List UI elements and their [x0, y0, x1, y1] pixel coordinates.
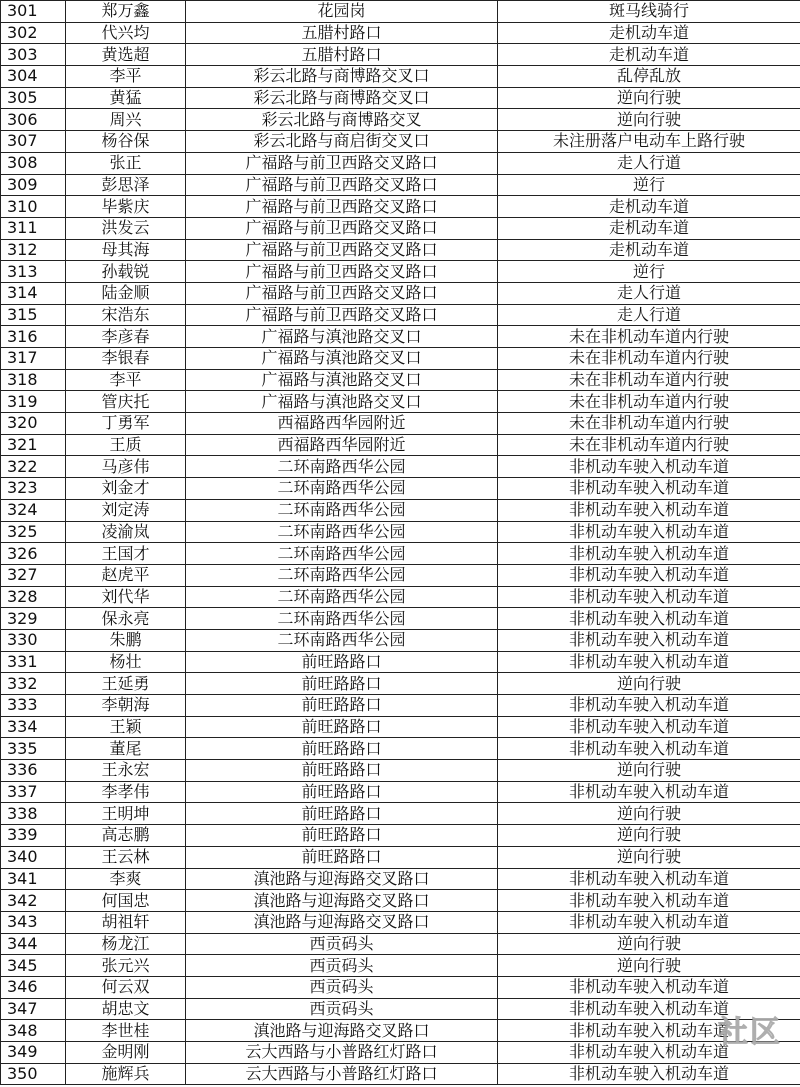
name-cell: 马彦伟 [66, 456, 186, 478]
row-number-cell: 330 [1, 629, 66, 651]
row-number-cell: 314 [1, 282, 66, 304]
name-cell: 凌渝岚 [66, 521, 186, 543]
violation-cell: 非机动车驶入机动车道 [498, 608, 800, 630]
violation-cell: 非机动车驶入机动车道 [498, 651, 800, 673]
location-cell: 二环南路西华公园 [186, 608, 498, 630]
name-cell: 施辉兵 [66, 1063, 186, 1085]
table-row [1, 1063, 800, 1085]
table-row [1, 890, 800, 912]
location-cell: 二环南路西华公园 [186, 543, 498, 565]
table-row [1, 911, 800, 933]
row-number-cell: 319 [1, 391, 66, 413]
name-cell: 李银春 [66, 348, 186, 370]
table-row [1, 716, 800, 738]
name-cell: 高志鹏 [66, 825, 186, 847]
violation-cell: 走人行道 [498, 304, 800, 326]
table-row [1, 738, 800, 760]
table-row [1, 543, 800, 565]
location-cell: 西贡码头 [186, 933, 498, 955]
location-cell: 前旺路路口 [186, 695, 498, 717]
table-row [1, 217, 800, 239]
location-cell: 滇池路与迎海路交叉路口 [186, 868, 498, 890]
violation-cell: 未在非机动车道内行驶 [498, 369, 800, 391]
violation-cell: 非机动车驶入机动车道 [498, 499, 800, 521]
name-cell: 王质 [66, 434, 186, 456]
table-row [1, 651, 800, 673]
row-number-cell: 340 [1, 846, 66, 868]
violation-cell: 非机动车驶入机动车道 [498, 456, 800, 478]
row-number-cell: 328 [1, 586, 66, 608]
name-cell: 金明刚 [66, 1042, 186, 1064]
location-cell: 前旺路路口 [186, 825, 498, 847]
location-cell: 二环南路西华公园 [186, 456, 498, 478]
violation-cell: 走机动车道 [498, 217, 800, 239]
row-number-cell: 315 [1, 304, 66, 326]
violation-cell: 未在非机动车道内行驶 [498, 348, 800, 370]
table-row [1, 109, 800, 131]
table-row [1, 66, 800, 88]
row-number-cell: 338 [1, 803, 66, 825]
violation-table-body [1, 1, 800, 1085]
violation-cell: 逆向行驶 [498, 87, 800, 109]
row-number-cell: 301 [1, 1, 66, 23]
location-cell: 前旺路路口 [186, 673, 498, 695]
row-number-cell: 309 [1, 174, 66, 196]
violation-cell: 逆向行驶 [498, 803, 800, 825]
violation-cell: 非机动车驶入机动车道 [498, 478, 800, 500]
row-number-cell: 323 [1, 478, 66, 500]
location-cell: 彩云北路与商博路交叉口 [186, 66, 498, 88]
violation-cell: 逆向行驶 [498, 673, 800, 695]
table-row [1, 933, 800, 955]
table-row [1, 1020, 800, 1042]
violation-cell: 非机动车驶入机动车道 [498, 738, 800, 760]
location-cell: 广福路与滇池路交叉口 [186, 369, 498, 391]
table-row [1, 326, 800, 348]
table-row [1, 44, 800, 66]
row-number-cell: 327 [1, 564, 66, 586]
violation-cell: 走人行道 [498, 152, 800, 174]
row-number-cell: 317 [1, 348, 66, 370]
location-cell: 前旺路路口 [186, 651, 498, 673]
location-cell: 前旺路路口 [186, 738, 498, 760]
violation-cell: 逆向行驶 [498, 109, 800, 131]
row-number-cell: 321 [1, 434, 66, 456]
name-cell: 保永亮 [66, 608, 186, 630]
name-cell: 彭思泽 [66, 174, 186, 196]
violation-cell: 逆向行驶 [498, 933, 800, 955]
row-number-cell: 320 [1, 413, 66, 435]
name-cell: 刘金才 [66, 478, 186, 500]
name-cell: 王延勇 [66, 673, 186, 695]
location-cell: 广福路与滇池路交叉口 [186, 391, 498, 413]
table-row [1, 998, 800, 1020]
violation-cell: 逆向行驶 [498, 955, 800, 977]
location-cell: 前旺路路口 [186, 781, 498, 803]
name-cell: 何国忠 [66, 890, 186, 912]
location-cell: 广福路与滇池路交叉口 [186, 348, 498, 370]
name-cell: 李平 [66, 66, 186, 88]
location-cell: 西贡码头 [186, 976, 498, 998]
row-number-cell: 345 [1, 955, 66, 977]
row-number-cell: 316 [1, 326, 66, 348]
violation-cell: 非机动车驶入机动车道 [498, 716, 800, 738]
row-number-cell: 336 [1, 760, 66, 782]
table-row [1, 955, 800, 977]
row-number-cell: 302 [1, 22, 66, 44]
row-number-cell: 304 [1, 66, 66, 88]
row-number-cell: 335 [1, 738, 66, 760]
location-cell: 二环南路西华公园 [186, 478, 498, 500]
row-number-cell: 347 [1, 998, 66, 1020]
table-row [1, 825, 800, 847]
violation-cell: 非机动车驶入机动车道 [498, 564, 800, 586]
violation-cell: 非机动车驶入机动车道 [498, 976, 800, 998]
violation-cell: 未在非机动车道内行驶 [498, 391, 800, 413]
violation-cell: 非机动车驶入机动车道 [498, 1063, 800, 1085]
location-cell: 西福路西华园附近 [186, 413, 498, 435]
row-number-cell: 333 [1, 695, 66, 717]
violation-cell: 非机动车驶入机动车道 [498, 911, 800, 933]
name-cell: 张元兴 [66, 955, 186, 977]
name-cell: 王云林 [66, 846, 186, 868]
name-cell: 李朝海 [66, 695, 186, 717]
row-number-cell: 305 [1, 87, 66, 109]
name-cell: 王国才 [66, 543, 186, 565]
name-cell: 周兴 [66, 109, 186, 131]
violation-cell: 逆向行驶 [498, 760, 800, 782]
table-row [1, 564, 800, 586]
location-cell: 广福路与前卫西路交叉路口 [186, 152, 498, 174]
table-row [1, 499, 800, 521]
row-number-cell: 329 [1, 608, 66, 630]
table-row [1, 1, 800, 23]
row-number-cell: 310 [1, 196, 66, 218]
location-cell: 云大西路与小普路红灯路口 [186, 1042, 498, 1064]
row-number-cell: 313 [1, 261, 66, 283]
violation-cell: 未在非机动车道内行驶 [498, 413, 800, 435]
name-cell: 母其海 [66, 239, 186, 261]
violation-cell: 非机动车驶入机动车道 [498, 1042, 800, 1064]
name-cell: 陆金顺 [66, 282, 186, 304]
name-cell: 郑万鑫 [66, 1, 186, 23]
violation-cell: 未在非机动车道内行驶 [498, 434, 800, 456]
location-cell: 二环南路西华公园 [186, 629, 498, 651]
table-row [1, 196, 800, 218]
row-number-cell: 332 [1, 673, 66, 695]
table-row [1, 391, 800, 413]
violation-cell: 走机动车道 [498, 44, 800, 66]
table-row [1, 413, 800, 435]
violation-cell: 逆行 [498, 174, 800, 196]
violation-cell: 走机动车道 [498, 196, 800, 218]
row-number-cell: 324 [1, 499, 66, 521]
row-number-cell: 334 [1, 716, 66, 738]
row-number-cell: 325 [1, 521, 66, 543]
violation-cell: 斑马线骑行 [498, 1, 800, 23]
table-row [1, 1042, 800, 1064]
table-row [1, 629, 800, 651]
location-cell: 广福路与前卫西路交叉路口 [186, 196, 498, 218]
location-cell: 广福路与前卫西路交叉路口 [186, 174, 498, 196]
location-cell: 彩云北路与商启街交叉口 [186, 131, 498, 153]
name-cell: 董尾 [66, 738, 186, 760]
location-cell: 前旺路路口 [186, 846, 498, 868]
table-row [1, 131, 800, 153]
location-cell: 滇池路与迎海路交叉路口 [186, 911, 498, 933]
watermark-logo: 社区 [718, 1015, 782, 1050]
table-row [1, 760, 800, 782]
table-row [1, 586, 800, 608]
location-cell: 广福路与前卫西路交叉路口 [186, 282, 498, 304]
location-cell: 彩云北路与商博路交叉 [186, 109, 498, 131]
name-cell: 洪发云 [66, 217, 186, 239]
name-cell: 管庆托 [66, 391, 186, 413]
name-cell: 何云双 [66, 976, 186, 998]
violation-cell: 逆向行驶 [498, 846, 800, 868]
name-cell: 胡祖轩 [66, 911, 186, 933]
location-cell: 西福路西华园附近 [186, 434, 498, 456]
violation-cell: 逆行 [498, 261, 800, 283]
row-number-cell: 343 [1, 911, 66, 933]
violation-cell: 非机动车驶入机动车道 [498, 868, 800, 890]
name-cell: 王颖 [66, 716, 186, 738]
location-cell: 二环南路西华公园 [186, 499, 498, 521]
location-cell: 彩云北路与商博路交叉口 [186, 87, 498, 109]
row-number-cell: 349 [1, 1042, 66, 1064]
row-number-cell: 326 [1, 543, 66, 565]
location-cell: 花园岗 [186, 1, 498, 23]
location-cell: 前旺路路口 [186, 760, 498, 782]
name-cell: 李彦春 [66, 326, 186, 348]
violation-cell: 非机动车驶入机动车道 [498, 1020, 800, 1042]
name-cell: 杨谷保 [66, 131, 186, 153]
location-cell: 五腊村路口 [186, 44, 498, 66]
location-cell: 广福路与前卫西路交叉路口 [186, 239, 498, 261]
row-number-cell: 308 [1, 152, 66, 174]
violation-cell: 非机动车驶入机动车道 [498, 998, 800, 1020]
row-number-cell: 331 [1, 651, 66, 673]
table-row [1, 868, 800, 890]
location-cell: 前旺路路口 [186, 716, 498, 738]
row-number-cell: 348 [1, 1020, 66, 1042]
table-row [1, 261, 800, 283]
table-row [1, 239, 800, 261]
table-row [1, 282, 800, 304]
location-cell: 广福路与前卫西路交叉路口 [186, 261, 498, 283]
table-row [1, 456, 800, 478]
table-row [1, 174, 800, 196]
name-cell: 宋浩东 [66, 304, 186, 326]
location-cell: 五腊村路口 [186, 22, 498, 44]
name-cell: 王永宏 [66, 760, 186, 782]
row-number-cell: 341 [1, 868, 66, 890]
name-cell: 黄选超 [66, 44, 186, 66]
location-cell: 西贡码头 [186, 998, 498, 1020]
row-number-cell: 346 [1, 976, 66, 998]
row-number-cell: 342 [1, 890, 66, 912]
location-cell: 滇池路与迎海路交叉路口 [186, 890, 498, 912]
violation-cell: 走人行道 [498, 282, 800, 304]
violation-cell: 非机动车驶入机动车道 [498, 521, 800, 543]
row-number-cell: 307 [1, 131, 66, 153]
table-row [1, 369, 800, 391]
name-cell: 代兴均 [66, 22, 186, 44]
table-row [1, 673, 800, 695]
violation-cell: 非机动车驶入机动车道 [498, 586, 800, 608]
location-cell: 前旺路路口 [186, 803, 498, 825]
table-row [1, 152, 800, 174]
table-row [1, 434, 800, 456]
table-row [1, 976, 800, 998]
name-cell: 赵虎平 [66, 564, 186, 586]
name-cell: 王明坤 [66, 803, 186, 825]
location-cell: 广福路与前卫西路交叉路口 [186, 217, 498, 239]
violation-cell: 非机动车驶入机动车道 [498, 543, 800, 565]
row-number-cell: 344 [1, 933, 66, 955]
table-row [1, 521, 800, 543]
name-cell: 李世桂 [66, 1020, 186, 1042]
table-row [1, 87, 800, 109]
row-number-cell: 312 [1, 239, 66, 261]
violation-cell: 乱停乱放 [498, 66, 800, 88]
name-cell: 李孝伟 [66, 781, 186, 803]
name-cell: 刘代华 [66, 586, 186, 608]
row-number-cell: 306 [1, 109, 66, 131]
name-cell: 朱鹏 [66, 629, 186, 651]
violation-cell: 逆向行驶 [498, 825, 800, 847]
violation-cell: 未注册落户电动车上路行驶 [498, 131, 800, 153]
name-cell: 胡忠文 [66, 998, 186, 1020]
table-row [1, 304, 800, 326]
name-cell: 李爽 [66, 868, 186, 890]
name-cell: 丁勇军 [66, 413, 186, 435]
location-cell: 二环南路西华公园 [186, 586, 498, 608]
name-cell: 黄猛 [66, 87, 186, 109]
name-cell: 孙载锐 [66, 261, 186, 283]
name-cell: 刘定涛 [66, 499, 186, 521]
location-cell: 广福路与滇池路交叉口 [186, 326, 498, 348]
violation-cell: 未在非机动车道内行驶 [498, 326, 800, 348]
location-cell: 二环南路西华公园 [186, 564, 498, 586]
row-number-cell: 337 [1, 781, 66, 803]
violation-cell: 非机动车驶入机动车道 [498, 781, 800, 803]
table-row [1, 478, 800, 500]
violation-cell: 非机动车驶入机动车道 [498, 629, 800, 651]
violation-cell: 非机动车驶入机动车道 [498, 695, 800, 717]
table-row [1, 695, 800, 717]
name-cell: 毕紫庆 [66, 196, 186, 218]
name-cell: 张正 [66, 152, 186, 174]
table-row [1, 803, 800, 825]
table-row [1, 846, 800, 868]
row-number-cell: 303 [1, 44, 66, 66]
violation-cell: 走机动车道 [498, 239, 800, 261]
table-row [1, 608, 800, 630]
table-row [1, 348, 800, 370]
location-cell: 二环南路西华公园 [186, 521, 498, 543]
row-number-cell: 311 [1, 217, 66, 239]
name-cell: 李平 [66, 369, 186, 391]
table-row [1, 22, 800, 44]
row-number-cell: 339 [1, 825, 66, 847]
name-cell: 杨壮 [66, 651, 186, 673]
name-cell: 杨龙江 [66, 933, 186, 955]
location-cell: 滇池路与迎海路交叉路口 [186, 1020, 498, 1042]
violation-cell: 走机动车道 [498, 22, 800, 44]
violation-cell: 非机动车驶入机动车道 [498, 890, 800, 912]
row-number-cell: 318 [1, 369, 66, 391]
location-cell: 西贡码头 [186, 955, 498, 977]
row-number-cell: 322 [1, 456, 66, 478]
location-cell: 云大西路与小普路红灯路口 [186, 1063, 498, 1085]
location-cell: 广福路与前卫西路交叉路口 [186, 304, 498, 326]
row-number-cell: 350 [1, 1063, 66, 1085]
table-row [1, 781, 800, 803]
